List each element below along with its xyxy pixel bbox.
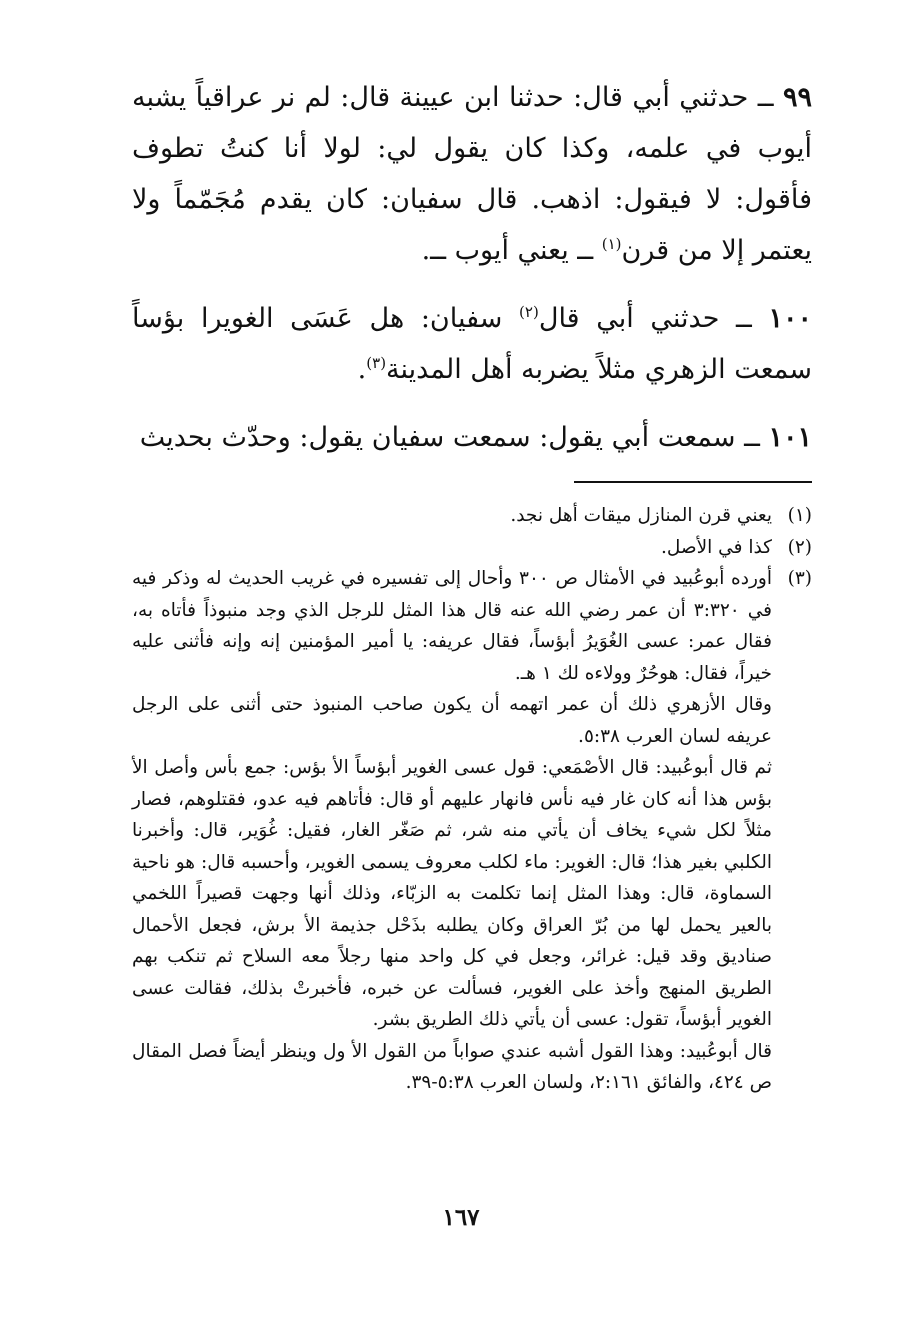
page-number: ١٦٧ <box>442 1204 480 1231</box>
paragraph-text: ــ سمعت أبي يقول: سمعت سفيان يقول: وحدّث بحديث <box>139 422 760 453</box>
paragraph-99 <box>132 72 812 276</box>
footnote-marker: (٢) <box>787 536 812 558</box>
footnote-1 <box>132 500 812 532</box>
footnote-3 <box>132 563 812 689</box>
main-text <box>132 72 812 480</box>
footnote-marker: (١) <box>787 505 812 526</box>
paragraph-text: ــ حدثني أبي قال: حدثنا ابن عيينة قال: لم نر عراقياً يشبه أيوب في علمه، وكذا كان يقول لي: لولا أنا كنتُ تطوف فأقول: لا فيقول: اذهب. قال سفيان: كان يقدم مُجَمّماً ولا يعتمر إلا من قرن <box>132 82 812 266</box>
footnote-ref: (١) <box>601 235 622 253</box>
paragraph-text: ــ يعني أيوب ــ. <box>421 235 602 266</box>
footnote-marker: (٣) <box>787 568 812 589</box>
paragraph-number: ٩٩ <box>782 82 812 113</box>
paragraph-text: ــ حدثني أبي قال <box>538 303 752 334</box>
footnote-ref: (٢) <box>519 303 539 321</box>
paragraph-number: ١٠١ <box>768 422 812 453</box>
footnote-ref: (٣) <box>366 354 387 372</box>
paragraph-101 <box>132 412 812 463</box>
footnote-2 <box>132 532 812 564</box>
footnote-text: كذا في الأصل. <box>661 536 772 558</box>
footnote-text: أورده أبوعُبيد في الأمثال ص ٣٠٠ وأحال إلى تفسيره في غريب الحديث له وذكر فيه في ٣:٣٢٠ أن عمر رضي الله عنه قال هذا المثل للرجل الذي وجد منبوذاً فأتاه به، فقال عمر: عسى الغُوَيرُ أبؤساً، فقال عريفه: يا أمير المؤمنين إنه وإنه فأثنى عليه خيراً، فقال: هوحُرٌ وولاءه لك ١ هـ. <box>132 568 772 684</box>
footnote-text: يعني قرن المنازل ميقات أهل نجد. <box>510 505 772 526</box>
footnote-3-paragraph: ثم قال أبوعُبيد: قال الأصْمَعي: قول عسى الغوير أبؤساً الأ بؤس: جمع بأس وأصل الأ بؤس هذا أنه كان غار فيه نأس فانهار عليهم أو قال: فأتاهم فيه عدو، فقتلوهم، فصار مثلاً لكل شيء يخاف أن يأتي منه شر، ثم صَغّر الغار، فقيل: غُوَير، قال: وأخبرنا الكلبي بغير هذا؛ قال: الغوير: ماء لكلب معروف يسمى الغوير، وأحسبه قال: هو ناحية السماوة، قال: وهذا المثل إنما تكلمت به الزبّاء، وذلك أنها وجهت قصيراً اللخمي بالعير يحمل لها من بُرّ العراق وكان يطلبه بذَحْل جذيمة الأ برش، فجعل الأحمال صناديق وقد قيل: غرائر، وجعل في كل واحد منها رجلاً معه السلاح ثم تنكب بهم الطريق المنهج وأخذ على الغوير، فسألت عن خبره، فأخبرتْ بذلك، فقالت عسى الغوير أبؤساً، تقول: عسى أن يأتي ذلك الطريق بشر. <box>132 757 772 1030</box>
paragraph-text: سفيان: هل عَسَى الغويرا بؤساً سمعت الزهري مثلاً يضربه أهل المدينة <box>132 303 812 385</box>
paragraph-100 <box>132 293 812 395</box>
paragraph-number: ١٠٠ <box>768 303 812 334</box>
footnote-3-paragraph: قال أبوعُبيد: وهذا القول أشبه عندي صواباً من القول الأ ول وينظر أيضاً فصل المقال ص ٤٢٤، والفائق ٢:١٦١، ولسان العرب ٥:٣٨-٣٩. <box>132 1040 772 1093</box>
footnote-3-paragraph: وقال الأزهري ذلك أن عمر اتهمه أن يكون صاحب المنبوذ حتى أثنى على الرجل عريفه لسان العرب ٥:٣٨. <box>132 694 772 747</box>
footnotes <box>132 500 812 1099</box>
paragraph-text: . <box>357 354 367 385</box>
footnote-separator <box>574 481 812 483</box>
